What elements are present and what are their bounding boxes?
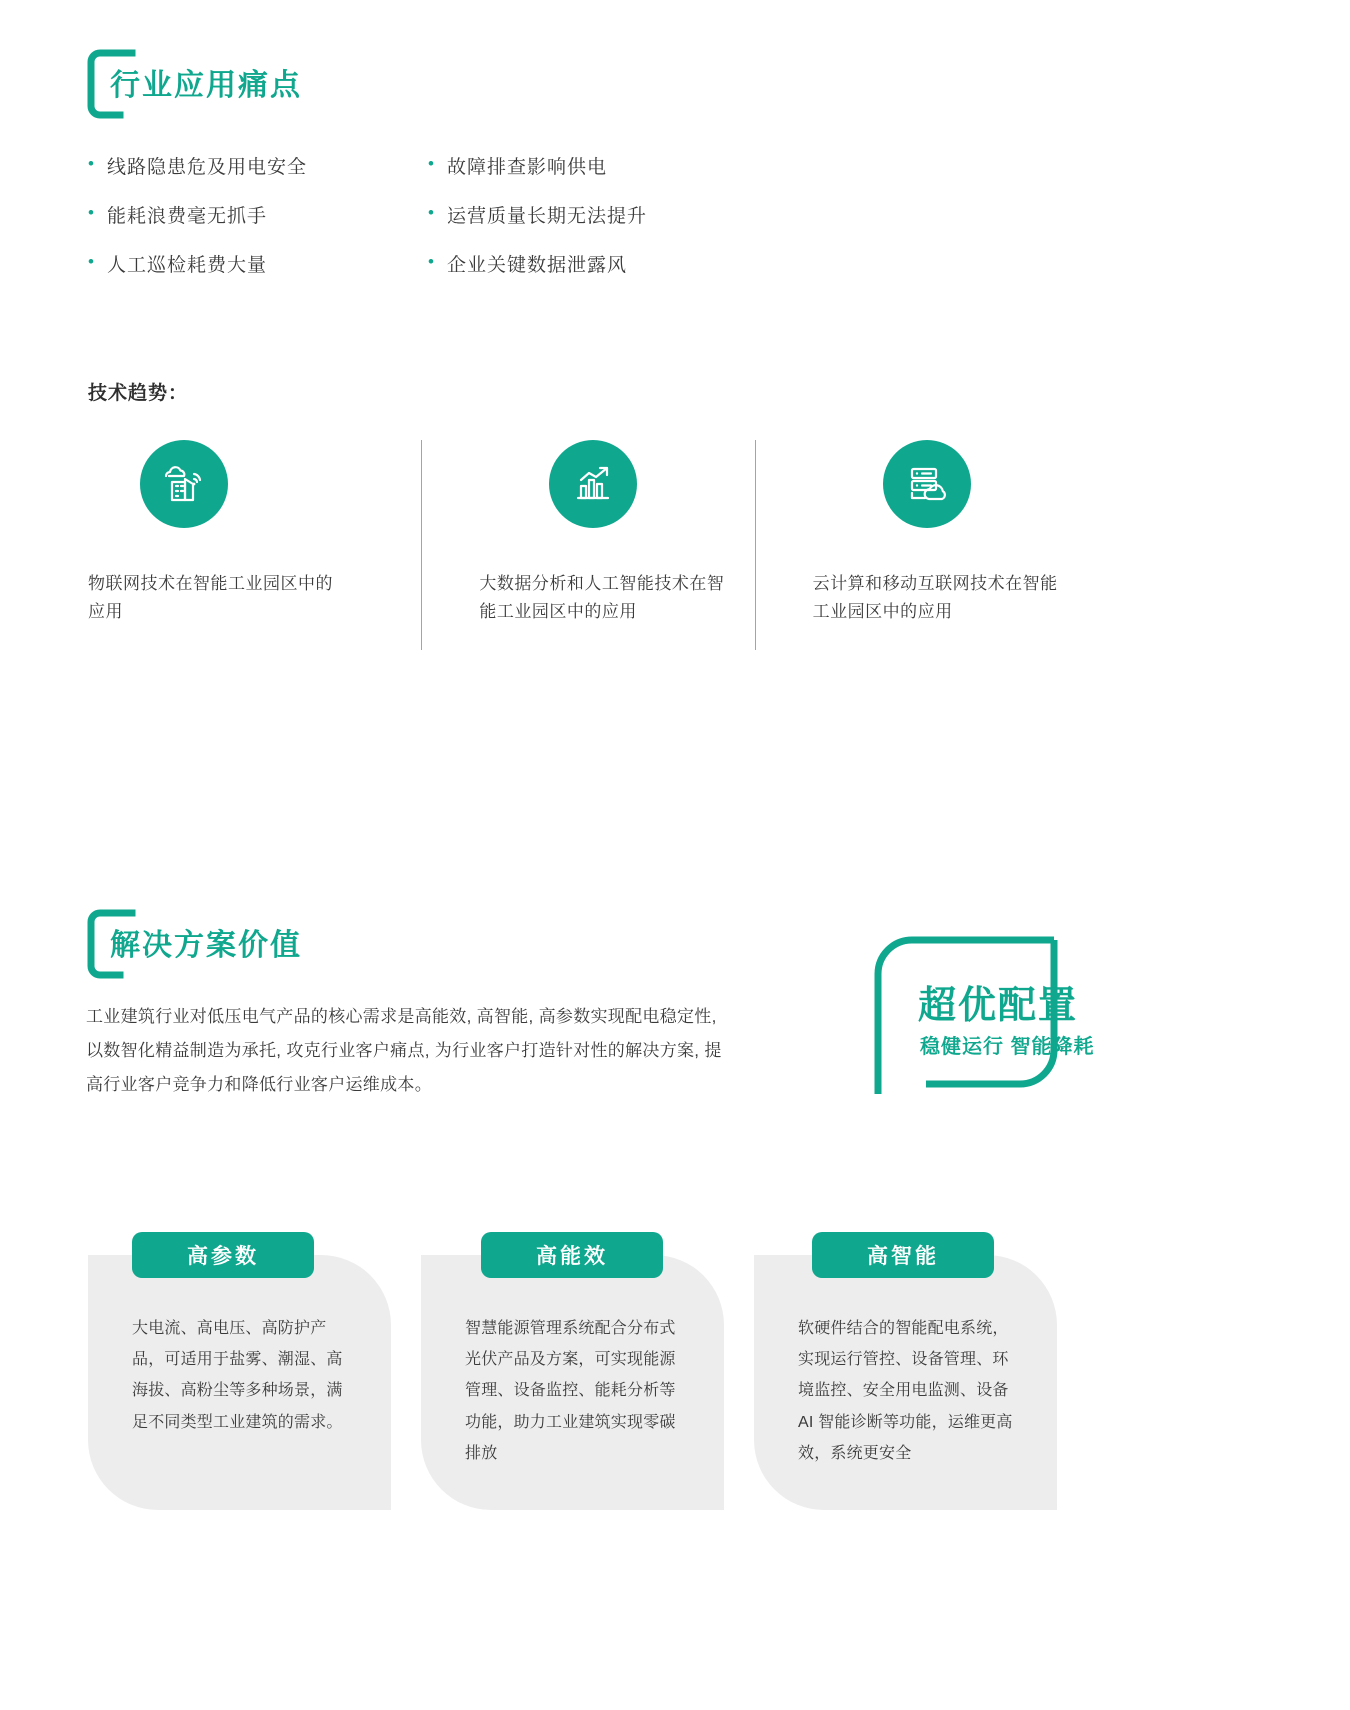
list-item	[428, 201, 768, 228]
bullet-icon: •	[428, 252, 435, 271]
trend-item-bigdata	[421, 440, 754, 650]
list-item	[88, 201, 428, 228]
value-cards	[88, 1245, 1268, 1510]
list-item	[88, 152, 428, 179]
list-item-label: 线路隐患危及用电安全	[106, 157, 307, 178]
bullet-icon: •	[428, 154, 435, 173]
cloud-server-icon	[883, 440, 971, 528]
value-card-high-efficiency	[421, 1245, 724, 1510]
tech-trend-label: 技术趋势：	[88, 383, 189, 404]
list-item-label: 能耗浪费毫无抓手	[106, 206, 267, 227]
badge-title: 超优配置	[918, 985, 1079, 1027]
trend-item-label: 大数据分析和人工智能技术在智能工业园区中的应用	[479, 574, 725, 622]
solution-paragraph: 工业建筑行业对低压电气产品的核心需求是高能效, 高智能, 高参数实现配电稳定性, 以数智化精益制造为承托, 攻克行业客户痛点, 为行业客户打造针对性的解决方案, 提高行业客户竞争力和降低行业客户运维成本。	[86, 1007, 722, 1094]
bullet-icon: •	[88, 203, 95, 222]
value-card-high-parameter	[88, 1245, 391, 1510]
list-item-label: 企业关键数据泄露风	[446, 255, 627, 276]
value-card-high-intelligence	[754, 1245, 1057, 1510]
badge-optimal-configuration	[866, 928, 1095, 1106]
trend-item-cloud	[755, 440, 1088, 650]
section-title-solution: 解决方案价值	[110, 929, 302, 962]
trend-item-iot	[88, 440, 421, 650]
card-body-text: 大电流、高电压、高防护产品，可适用于盐雾、潮湿、高海拔、高粉尘等多种场景，满足不同类型工业建筑的需求。	[132, 1320, 343, 1431]
card-tab-label: 高能效	[481, 1232, 663, 1278]
page-title: 行业应用痛点	[110, 69, 302, 102]
bullet-icon: •	[88, 252, 95, 271]
bullet-icon: •	[88, 154, 95, 173]
card-tab-label: 高参数	[132, 1232, 314, 1278]
pain-points-column-left	[88, 152, 428, 299]
list-item	[428, 152, 768, 179]
card-body-text: 智慧能源管理系统配合分布式光伏产品及方案，可实现能源管理、设备监控、能耗分析等功能，助力工业建筑实现零碳排放	[465, 1320, 676, 1462]
iot-factory-icon	[140, 440, 228, 528]
bullet-icon: •	[428, 203, 435, 222]
card-tab-label: 高智能	[812, 1232, 994, 1278]
list-item	[88, 250, 428, 277]
trend-item-label: 云计算和移动互联网技术在智能工业园区中的应用	[812, 574, 1058, 622]
bracket-icon	[86, 908, 146, 980]
card-body-text: 软硬件结合的智能配电系统，实现运行管控、设备管理、环境监控、安全用电监测、设备 AI 智能诊断等功能，运维更高效，系统更安全	[798, 1320, 1013, 1462]
list-item-label: 人工巡检耗费大量	[106, 255, 267, 276]
tech-trend-group	[88, 440, 1088, 650]
list-item-label: 故障排查影响供电	[446, 157, 607, 178]
section-heading-solution-value	[86, 908, 302, 980]
list-item-label: 运营质量长期无法提升	[446, 206, 647, 227]
trend-item-label: 物联网技术在智能工业园区中的应用	[88, 574, 333, 622]
section-heading-pain-points	[86, 48, 302, 120]
badge-subtitle: 稳健运行 智能降耗	[920, 1036, 1095, 1058]
pain-points-list	[88, 152, 788, 299]
bigdata-chart-icon	[549, 440, 637, 528]
pain-points-column-right	[428, 152, 768, 299]
bracket-icon	[86, 48, 146, 120]
list-item	[428, 250, 768, 277]
